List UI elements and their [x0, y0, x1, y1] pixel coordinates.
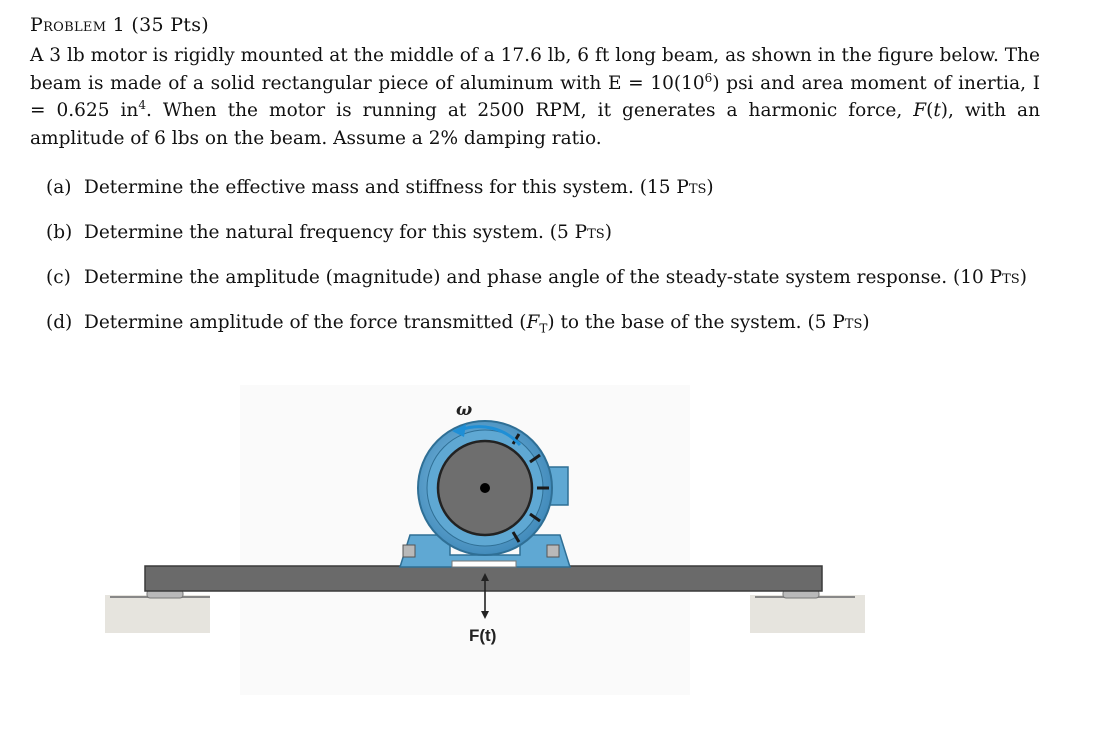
- statement-line-1: A 3 lb motor is rigidly mounted at the middle of a 17.6 lb, 6 ft long beam, as shown in the figure below.: [30, 45, 999, 66]
- part-a: [46, 172, 1056, 217]
- statement-line-3d: ), with: [940, 100, 1007, 121]
- problem-statement: [30, 42, 1040, 152]
- statement-line-2b: ) psi and area moment of: [712, 72, 952, 94]
- part-b: [46, 217, 1056, 262]
- part-c-text: Determine the amplitude (magnitude) and phase angle of the steady-state system response.: [84, 267, 948, 288]
- rotor-center: [480, 483, 490, 493]
- statement-force-symbol: F: [913, 100, 927, 121]
- statement-line-3a: inertia, I = 0.625 in: [30, 72, 1040, 121]
- statement-line-2a: The beam is made of a solid rectangular piece of aluminum with E = 10(10: [30, 45, 1040, 94]
- statement-time-symbol: t: [933, 100, 941, 121]
- part-b-label: (b): [46, 222, 73, 243]
- part-c: [46, 262, 1056, 307]
- force-label: F(t): [469, 626, 497, 645]
- right-ground: [750, 595, 865, 633]
- part-b-text: Determine the natural frequency for this system.: [84, 222, 544, 243]
- motor-beam-figure: [100, 385, 880, 705]
- part-a-label: (a): [46, 177, 72, 198]
- base-slot: [452, 561, 516, 567]
- part-a-points: (15 Pts): [639, 177, 714, 198]
- statement-exp-6: 6: [704, 70, 713, 85]
- left-bolt: [403, 545, 415, 557]
- question-parts: [46, 172, 1056, 352]
- part-d-text-b: ) to the base of the system.: [547, 312, 802, 333]
- part-d-points: (5 Pts): [807, 312, 870, 333]
- part-d-text-a: Determine amplitude of the force transmitted (: [84, 312, 527, 333]
- part-d-label: (d): [46, 312, 73, 333]
- problem-points: (35 Pts): [131, 14, 210, 36]
- part-b-points: (5 Pts): [549, 222, 612, 243]
- statement-paren-open: (: [926, 100, 934, 121]
- statement-line-4: an amplitude of 6 lbs on the beam. Assume a 2% damping ratio.: [30, 100, 1040, 149]
- statement-line-3b: . When the motor is running at 2500 RPM, it generates a harmonic force,: [145, 100, 914, 121]
- problem-title: [30, 14, 209, 36]
- statement-exp-4: 4: [138, 97, 146, 112]
- part-c-points: (10 Pts): [953, 267, 1027, 288]
- part-d-symbol: F: [526, 312, 540, 333]
- figure-svg: [100, 385, 880, 705]
- left-ground: [105, 595, 210, 633]
- part-c-label: (c): [46, 267, 71, 288]
- right-bolt: [547, 545, 559, 557]
- part-a-text: Determine the effective mass and stiffness for this system.: [84, 177, 634, 198]
- omega-label: ω: [456, 400, 473, 420]
- part-d: [46, 307, 1056, 352]
- part-d-subscript: T: [539, 321, 548, 336]
- problem-label: Problem 1: [30, 14, 126, 36]
